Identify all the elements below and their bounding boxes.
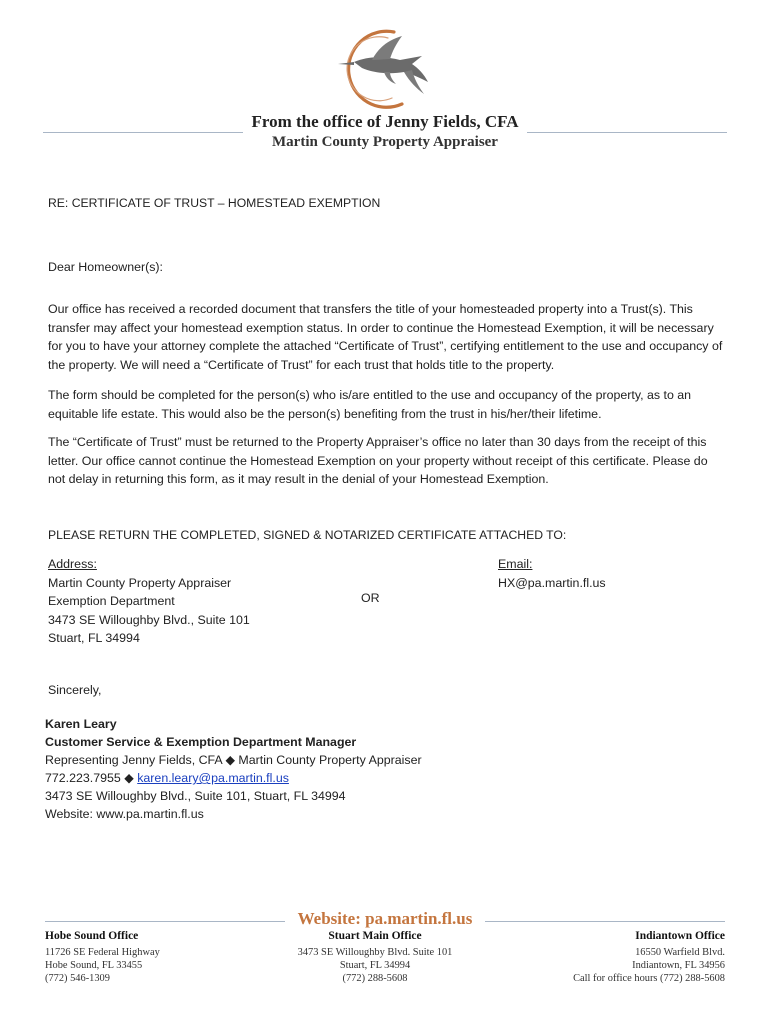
signer-phone: 772.223.7955 ◆ xyxy=(45,771,138,785)
signature-block xyxy=(45,715,422,823)
salutation: Dear Homeowner(s): xyxy=(48,260,163,274)
office-line: 16550 Warfield Blvd. xyxy=(635,947,725,958)
office-name: Indiantown Office xyxy=(635,930,725,942)
office-hobe-sound xyxy=(45,930,160,985)
sailfish-logo-icon xyxy=(332,26,436,112)
office-name: Stuart Main Office xyxy=(328,930,422,942)
header-title: From the office of Jenny Fields, CFA xyxy=(251,112,519,131)
office-line: Stuart, FL 34994 xyxy=(339,960,411,971)
closing: Sincerely, xyxy=(48,683,102,697)
signer-website: Website: www.pa.martin.fl.us xyxy=(45,807,204,821)
office-name: Hobe Sound Office xyxy=(45,930,139,942)
email-address[interactable]: HX@pa.martin.fl.us xyxy=(498,575,606,590)
header-rule-right xyxy=(527,132,727,133)
paragraph-3: The “Certificate of Trust” must be returned to the Property Appraiser’s office no later than 30 days from the receipt of this letter. Our office cannot continue the Homestead Exemption on your property without receipt of this certificate. Please do not delay in returning this form, as it may result in the denial of your Homestead Exemption. xyxy=(48,435,708,486)
signer-title: Customer Service & Exemption Department Manager xyxy=(45,735,357,749)
office-line: (772) 546-1309 xyxy=(45,973,110,984)
footer-website[interactable]: Website: pa.martin.fl.us xyxy=(297,909,473,928)
office-stuart-main xyxy=(270,930,480,985)
address-block xyxy=(48,555,250,648)
office-line: Indiantown, FL 34956 xyxy=(632,960,725,971)
or-separator: OR xyxy=(361,591,380,605)
return-instruction: PLEASE RETURN THE COMPLETED, SIGNED & NOTARIZED CERTIFICATE ATTACHED TO: xyxy=(48,528,567,542)
paragraph-1: Our office has received a recorded document that transfers the title of your homesteaded property into a Trust(s). This transfer may affect your homestead exemption status. In order to continue the Homestead Exemption, it will be necessary for you to have your attorney complete the attached “Certificate of Trust”, certifying entitlement to the use and occupancy of the property. We will need a “Certificate of Trust” for each trust that holds title to the property. xyxy=(48,302,723,372)
office-line: Call for office hours (772) 288-5608 xyxy=(573,973,725,984)
signer-email-link[interactable]: karen.leary@pa.martin.fl.us xyxy=(137,771,289,785)
re-line: RE: CERTIFICATE OF TRUST – HOMESTEAD EXEMPTION xyxy=(48,196,381,210)
address-line: 3473 SE Willoughby Blvd., Suite 101 xyxy=(48,612,250,627)
signer-name: Karen Leary xyxy=(45,717,117,731)
signer-contact xyxy=(45,769,422,787)
office-indiantown xyxy=(500,930,725,985)
address-label: Address: xyxy=(48,557,97,571)
office-line: 11726 SE Federal Highway xyxy=(45,947,160,958)
signer-representing: Representing Jenny Fields, CFA ◆ Martin County Property Appraiser xyxy=(45,753,422,767)
header-subtitle: Martin County Property Appraiser xyxy=(272,134,498,150)
address-line: Exemption Department xyxy=(48,594,175,608)
signer-address: 3473 SE Willoughby Blvd., Suite 101, Stuart, FL 34994 xyxy=(45,789,346,803)
email-block xyxy=(498,555,606,592)
address-line: Stuart, FL 34994 xyxy=(48,631,140,645)
office-line: Hobe Sound, FL 33455 xyxy=(45,960,143,971)
header-rule-left xyxy=(43,132,243,133)
office-line: 3473 SE Willoughby Blvd. Suite 101 xyxy=(297,947,453,958)
address-line: Martin County Property Appraiser xyxy=(48,575,232,590)
email-label: Email: xyxy=(498,557,533,571)
paragraph-2: The form should be completed for the person(s) who is/are entitled to the use and occupancy of the property, as to an equitable life estate. This would also be the person(s) benefiting from the trust in his/her/their lifetime. xyxy=(48,388,692,421)
office-line: (772) 288-5608 xyxy=(342,973,408,984)
